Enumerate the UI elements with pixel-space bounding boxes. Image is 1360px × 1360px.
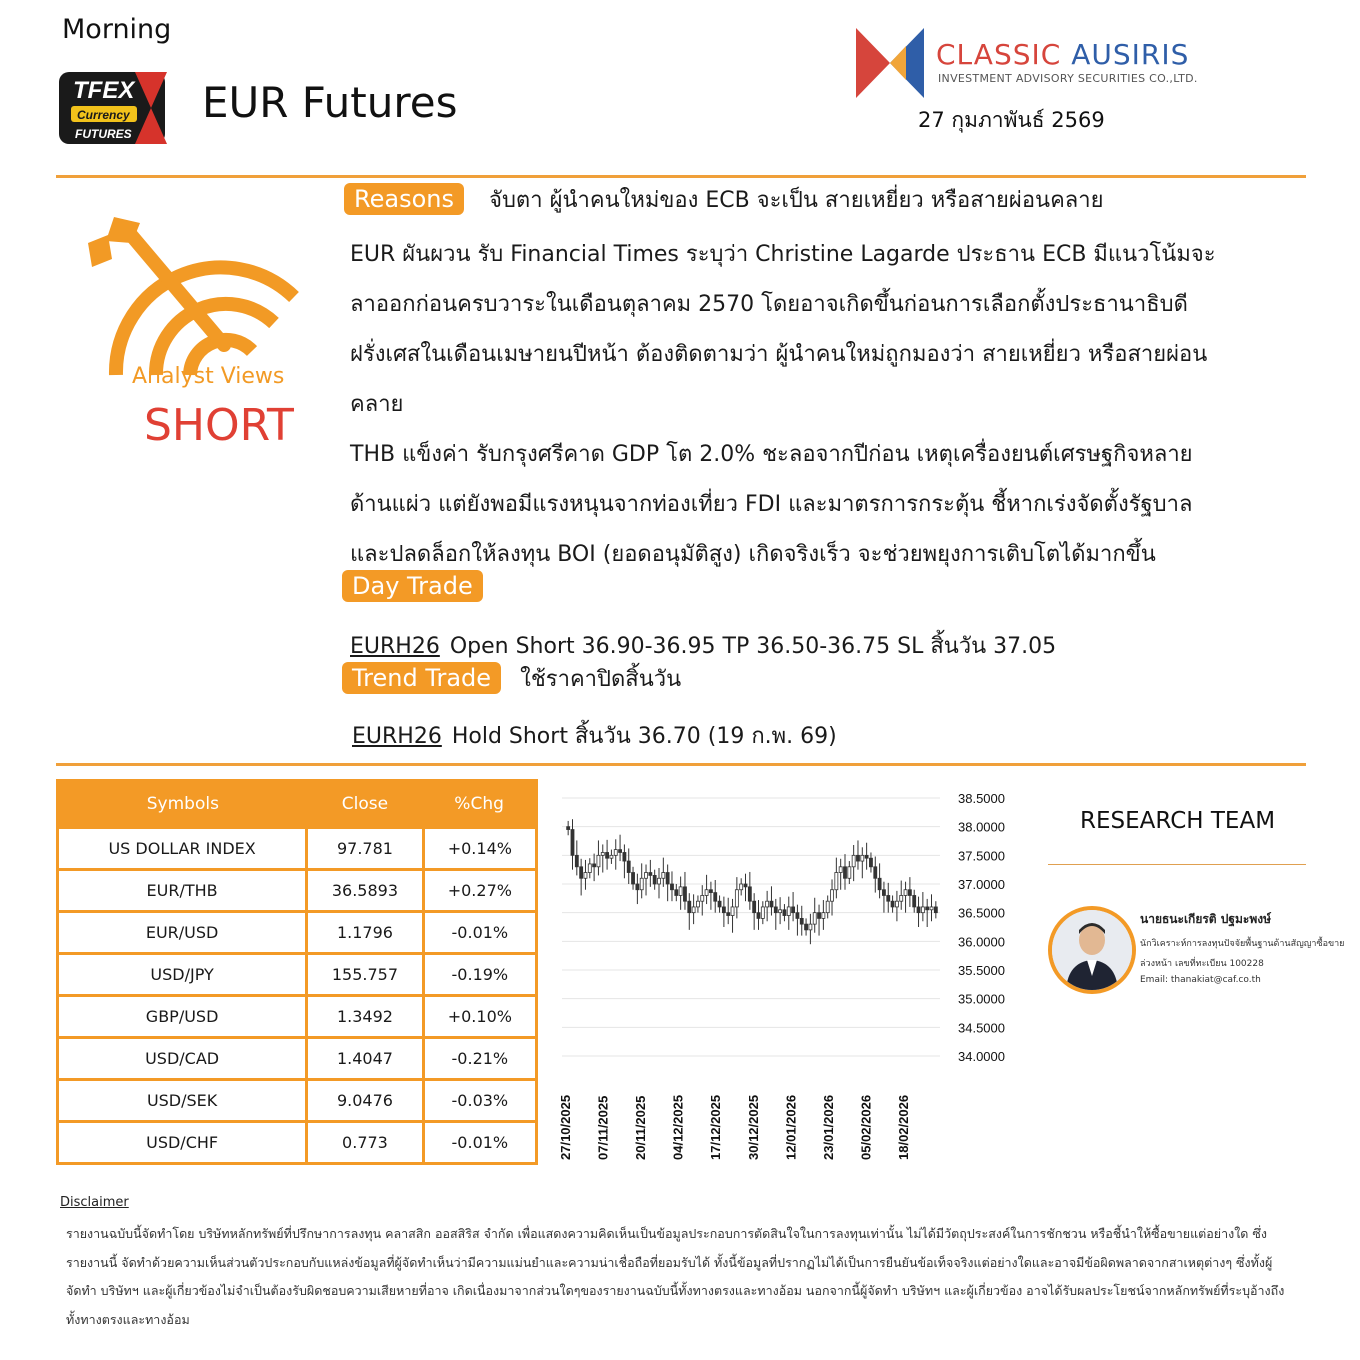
candle-body xyxy=(926,907,929,910)
candle-body xyxy=(575,855,578,866)
x-tick-label: 30/12/2025 xyxy=(745,1094,761,1160)
tfex-logo-futures: FUTURES xyxy=(75,127,132,141)
candle-body xyxy=(848,867,851,878)
candle-body xyxy=(744,884,747,887)
column-header-close: Close xyxy=(307,781,423,828)
x-tick-label: 07/11/2025 xyxy=(595,1095,611,1160)
candle-body xyxy=(761,907,764,918)
x-tick-label: 27/10/2025 xyxy=(558,1094,573,1160)
reasons-body xyxy=(350,230,1300,580)
candle-body xyxy=(735,890,738,907)
trend-trade-line xyxy=(352,718,837,753)
candle-body xyxy=(653,875,656,884)
candle-body xyxy=(783,910,786,916)
y-tick-label: 37.0000 xyxy=(958,877,1005,892)
research-team-title: RESEARCH TEAM xyxy=(1080,808,1276,834)
close-cell: 97.781 xyxy=(307,828,423,870)
candle-body xyxy=(930,907,933,910)
analyst-avatar xyxy=(1048,906,1136,994)
symbol-cell: GBP/USD xyxy=(58,996,307,1038)
candle-body xyxy=(805,924,808,930)
candle-body xyxy=(606,852,609,858)
candle-body xyxy=(921,907,924,913)
table-row xyxy=(58,912,537,954)
candle-body xyxy=(826,901,829,912)
disclaimer-title: Disclaimer xyxy=(60,1195,129,1210)
y-tick-label: 35.0000 xyxy=(958,991,1005,1007)
candle-body xyxy=(692,907,695,913)
candle-body xyxy=(709,890,712,893)
y-tick-label: 35.5000 xyxy=(958,963,1005,978)
candle-body xyxy=(891,901,894,907)
candle-body xyxy=(757,913,760,919)
candle-body xyxy=(649,873,652,876)
chg-cell: -0.21% xyxy=(423,1038,536,1080)
divider-top xyxy=(56,175,1306,178)
day-trade-symbol: EURH26 xyxy=(350,634,440,659)
candle-body xyxy=(852,855,855,866)
candle-body xyxy=(835,873,838,890)
candle-body xyxy=(740,884,743,890)
y-tick-label: 37.5000 xyxy=(958,848,1005,864)
symbol-cell: USD/SEK xyxy=(58,1080,307,1122)
y-tick-label: 34.5000 xyxy=(958,1020,1005,1036)
candle-body xyxy=(610,855,613,858)
candle-body xyxy=(636,884,639,890)
tfex-logo-title: TFEX xyxy=(73,77,135,104)
trend-trade-text: Hold Short สิ้นวัน 36.70 (19 ก.พ. 69) xyxy=(451,724,837,749)
candle-body xyxy=(818,913,821,919)
candle-body xyxy=(593,864,596,867)
table-row xyxy=(58,828,537,870)
chg-cell: +0.27% xyxy=(423,870,536,912)
candle-body xyxy=(632,873,635,884)
candle-body xyxy=(718,901,721,907)
candle-body xyxy=(679,887,682,896)
candle-body xyxy=(696,901,699,907)
x-tick-label: 17/12/2025 xyxy=(708,1094,724,1160)
reasons-section xyxy=(344,182,1104,217)
y-tick-label: 36.5000 xyxy=(958,905,1005,921)
candle-body xyxy=(856,855,859,861)
chg-cell: -0.03% xyxy=(423,1080,536,1122)
reasons-tag: Reasons xyxy=(344,183,464,215)
quotes-header-row xyxy=(58,781,537,828)
page-title: EUR Futures xyxy=(202,78,458,127)
candle-body xyxy=(900,895,903,901)
x-tick-label: 12/01/2026 xyxy=(783,1094,799,1160)
table-row xyxy=(58,870,537,912)
candle-body xyxy=(913,895,916,906)
chg-cell: +0.14% xyxy=(423,828,536,870)
chg-cell: -0.01% xyxy=(423,1122,536,1164)
table-row xyxy=(58,1038,537,1080)
x-tick-label: 20/11/2025 xyxy=(633,1095,649,1160)
trend-trade-symbol: EURH26 xyxy=(352,724,442,749)
y-tick-label: 38.0000 xyxy=(958,819,1005,835)
tfex-logo-currency: Currency xyxy=(77,108,130,122)
day-trade-section xyxy=(342,572,483,600)
table-row xyxy=(58,1122,537,1164)
candle-body xyxy=(895,901,898,907)
x-tick-label: 04/12/2025 xyxy=(670,1094,686,1160)
candle-body xyxy=(839,867,842,873)
table-row xyxy=(58,1080,537,1122)
candle-body xyxy=(623,852,626,861)
candle-body xyxy=(779,910,782,913)
symbol-cell: US DOLLAR INDEX xyxy=(58,828,307,870)
trend-trade-section xyxy=(342,661,681,696)
analyst-role: นักวิเคราะห์การลงทุนปัจจัยพื้นฐานด้านสัญญาซื้อขายล่วงหน้า เลขที่ทะเบียน 100228 xyxy=(1140,939,1345,969)
candle-body xyxy=(670,884,673,890)
candle-body xyxy=(774,907,777,913)
candle-body xyxy=(722,907,725,913)
eur-thb-price-chart xyxy=(550,782,1030,1172)
brand-name xyxy=(936,38,1189,71)
classic-ausiris-logo-icon xyxy=(856,28,924,98)
candle-body xyxy=(627,861,630,872)
chg-cell: -0.01% xyxy=(423,912,536,954)
candle-body xyxy=(843,867,846,878)
candle-body xyxy=(683,887,686,901)
reasons-headline: จับตา ผู้นำคนใหม่ของ ECB จะเป็น สายเหยี่ยว หรือสายผ่อนคลาย xyxy=(489,188,1104,213)
report-date: 27 กุมภาพันธ์ 2569 xyxy=(918,108,1105,132)
candle-body xyxy=(813,913,816,924)
close-cell: 0.773 xyxy=(307,1122,423,1164)
chg-cell: +0.10% xyxy=(423,996,536,1038)
candle-body xyxy=(865,855,868,858)
candle-body xyxy=(657,878,660,884)
candle-body xyxy=(597,855,600,866)
table-row xyxy=(58,954,537,996)
candle-body xyxy=(934,907,937,913)
candle-body xyxy=(809,924,812,930)
candle-body xyxy=(887,895,890,901)
candle-body xyxy=(908,890,911,896)
analyst-email: Email: thanakiat@caf.co.th xyxy=(1140,975,1261,985)
candle-body xyxy=(675,890,678,896)
reasons-line: ด้านแผ่ว แต่ยังพอมีแรงหนุนจากท่องเที่ยว FDI และมาตรการกระตุ้น ชี้หากเร่งจัดตั้งรัฐบาล xyxy=(350,492,1193,517)
candle-body xyxy=(753,901,756,912)
quotes-table xyxy=(56,779,538,1165)
candle-body xyxy=(904,890,907,896)
trend-trade-tag: Trend Trade xyxy=(342,662,501,694)
symbol-cell: USD/CHF xyxy=(58,1122,307,1164)
reasons-line: ฝรั่งเศสในเดือนเมษายนปีหน้า ต้องติดตามว่า ผู้นำคนใหม่ถูกมองว่า สายเหยี่ยว หรือสายผ่อน xyxy=(350,342,1208,367)
candle-body xyxy=(645,873,648,879)
close-cell: 9.0476 xyxy=(307,1080,423,1122)
symbol-cell: EUR/USD xyxy=(58,912,307,954)
column-header-chg: %Chg xyxy=(423,781,536,828)
analyst-views-label: Analyst Views xyxy=(132,364,285,389)
reasons-line: ลาออกก่อนครบวาระในเดือนตุลาคม 2570 โดยอาจเกิดขึ้นก่อนการเลือกตั้งประธานาธิบดี xyxy=(350,292,1188,317)
candle-body xyxy=(588,864,591,873)
candle-body xyxy=(878,878,881,889)
day-trade-text: Open Short 36.90-36.95 TP 36.50-36.75 SL สิ้นวัน 37.05 xyxy=(449,634,1057,659)
x-tick-label: 23/01/2026 xyxy=(820,1094,836,1160)
candle-body xyxy=(748,887,751,901)
x-tick-label: 18/02/2026 xyxy=(896,1094,911,1160)
close-cell: 1.4047 xyxy=(307,1038,423,1080)
candle-body xyxy=(792,907,795,913)
symbol-cell: EUR/THB xyxy=(58,870,307,912)
analyst-view-direction: SHORT xyxy=(144,400,294,451)
candle-body xyxy=(567,827,570,830)
close-cell: 1.3492 xyxy=(307,996,423,1038)
brand-subtitle: INVESTMENT ADVISORY SECURITIES CO.,LTD. xyxy=(938,72,1198,85)
brand-name-ausiris: AUSIRIS xyxy=(1071,38,1190,71)
divider-middle xyxy=(56,763,1306,766)
column-header-symbols: Symbols xyxy=(58,781,307,828)
trend-trade-note: ใช้ราคาปิดสิ้นวัน xyxy=(520,667,682,692)
reasons-line: EUR ผันผวน รับ Financial Times ระบุว่า Christine Lagarde ประธาน ECB มีแนวโน้มจะ xyxy=(350,242,1216,267)
candle-body xyxy=(800,918,803,924)
candle-body xyxy=(571,830,574,856)
candle-body xyxy=(882,890,885,896)
symbol-cell: USD/JPY xyxy=(58,954,307,996)
candle-body xyxy=(666,873,669,884)
reasons-line: THB แข็งค่า รับกรุงศรีคาด GDP โต 2.0% ชะลอจากปีก่อน เหตุเครื่องยนต์เศรษฐกิจหลาย xyxy=(350,442,1193,467)
y-tick-label: 38.5000 xyxy=(958,791,1005,806)
candle-body xyxy=(874,867,877,878)
candle-body xyxy=(831,890,834,901)
target-arrow-icon xyxy=(86,215,302,379)
tfex-logo xyxy=(55,68,173,150)
candle-body xyxy=(619,850,622,853)
symbol-cell: USD/CAD xyxy=(58,1038,307,1080)
candle-body xyxy=(822,913,825,919)
chg-cell: -0.19% xyxy=(423,954,536,996)
candle-body xyxy=(869,858,872,867)
candle-body xyxy=(662,873,665,879)
disclaimer-text: รายงานฉบับนี้จัดทำโดย บริษัทหลักทรัพย์ที่ปรึกษาการลงทุน คลาสสิก ออสสิริส จำกัด เพื่อแสดงความคิดเห็นเป็นข้อมูลประกอบการตัดสินใจในการลงทุนเท่านั้น ไม่ได้มีวัตถุประสงค์ในการชักชวน หรือชี้นำให้ซื้อขายแต่อย่างใด ซึ่งรายงานนี้ จัดทำด้วยความเห็นส่วนตัวประกอบกับแหล่งข้อมูลที่ผู้จัดทำเห็นว่ามีความแม่นยำและความน่าเชื่อถือที่ยอมรับได้ ทั้งนี้ข้อมูลที่ปรากฏไม่ได้เป็นการยืนยันข้อเท็จจริงแต่อย่างใดและอาจมีข้อผิดพลาดจากสาเหตุต่างๆ ซึ่งทั้งผู้จัดทำ บริษัทฯ และผู้เกี่ยวข้องไม่จำเป็นต้องรับผิดชอบความเสียหายที่อาจ เกิดเนื่องมาจากส่วนใดๆของรายงานฉบับนี้ทั้งทางตรงและทางอ้อม นอกจากนี้ผู้จัดทำ บริษัทฯ และผู้เกี่ยวข้อง อาจได้รับผลประโยชน์จากหลักทรัพย์ที่ระบุอ้างถึงทั้งทางตรงและทางอ้อม xyxy=(66,1226,1285,1327)
candle-body xyxy=(640,878,643,889)
analyst-name: นายธนะเกียรติ ปฐมะพงษ์ xyxy=(1140,912,1272,926)
x-tick-label: 05/02/2026 xyxy=(858,1094,874,1160)
candle-body xyxy=(601,852,604,855)
candle-body xyxy=(714,893,717,902)
day-trade-tag: Day Trade xyxy=(342,570,483,602)
y-tick-label: 36.0000 xyxy=(958,934,1005,950)
reasons-line: คลาย xyxy=(350,392,404,417)
report-session-label: Morning xyxy=(62,14,172,45)
candle-body xyxy=(787,907,790,916)
candle-body xyxy=(614,850,617,856)
day-trade-line xyxy=(350,628,1056,663)
table-row xyxy=(58,996,537,1038)
candle-body xyxy=(731,907,734,916)
candle-body xyxy=(705,890,708,896)
candle-body xyxy=(861,855,864,861)
candle-body xyxy=(584,873,587,879)
y-tick-label: 34.0000 xyxy=(958,1049,1005,1064)
close-cell: 155.757 xyxy=(307,954,423,996)
research-divider xyxy=(1048,864,1306,865)
reasons-line: และปลดล็อกให้ลงทุน BOI (ยอดอนุมัติสูง) เกิดจริงเร็ว จะช่วยพยุงการเติบโตได้มากขึ้น xyxy=(350,542,1156,567)
close-cell: 36.5893 xyxy=(307,870,423,912)
candle-body xyxy=(701,895,704,901)
candle-body xyxy=(766,901,769,907)
candle-body xyxy=(688,901,691,912)
candle-body xyxy=(727,913,730,916)
candle-body xyxy=(580,867,583,878)
candle-body xyxy=(796,913,799,919)
close-cell: 1.1796 xyxy=(307,912,423,954)
brand-name-classic: CLASSIC xyxy=(936,38,1062,71)
candle-body xyxy=(917,907,920,913)
candle-body xyxy=(770,901,773,907)
